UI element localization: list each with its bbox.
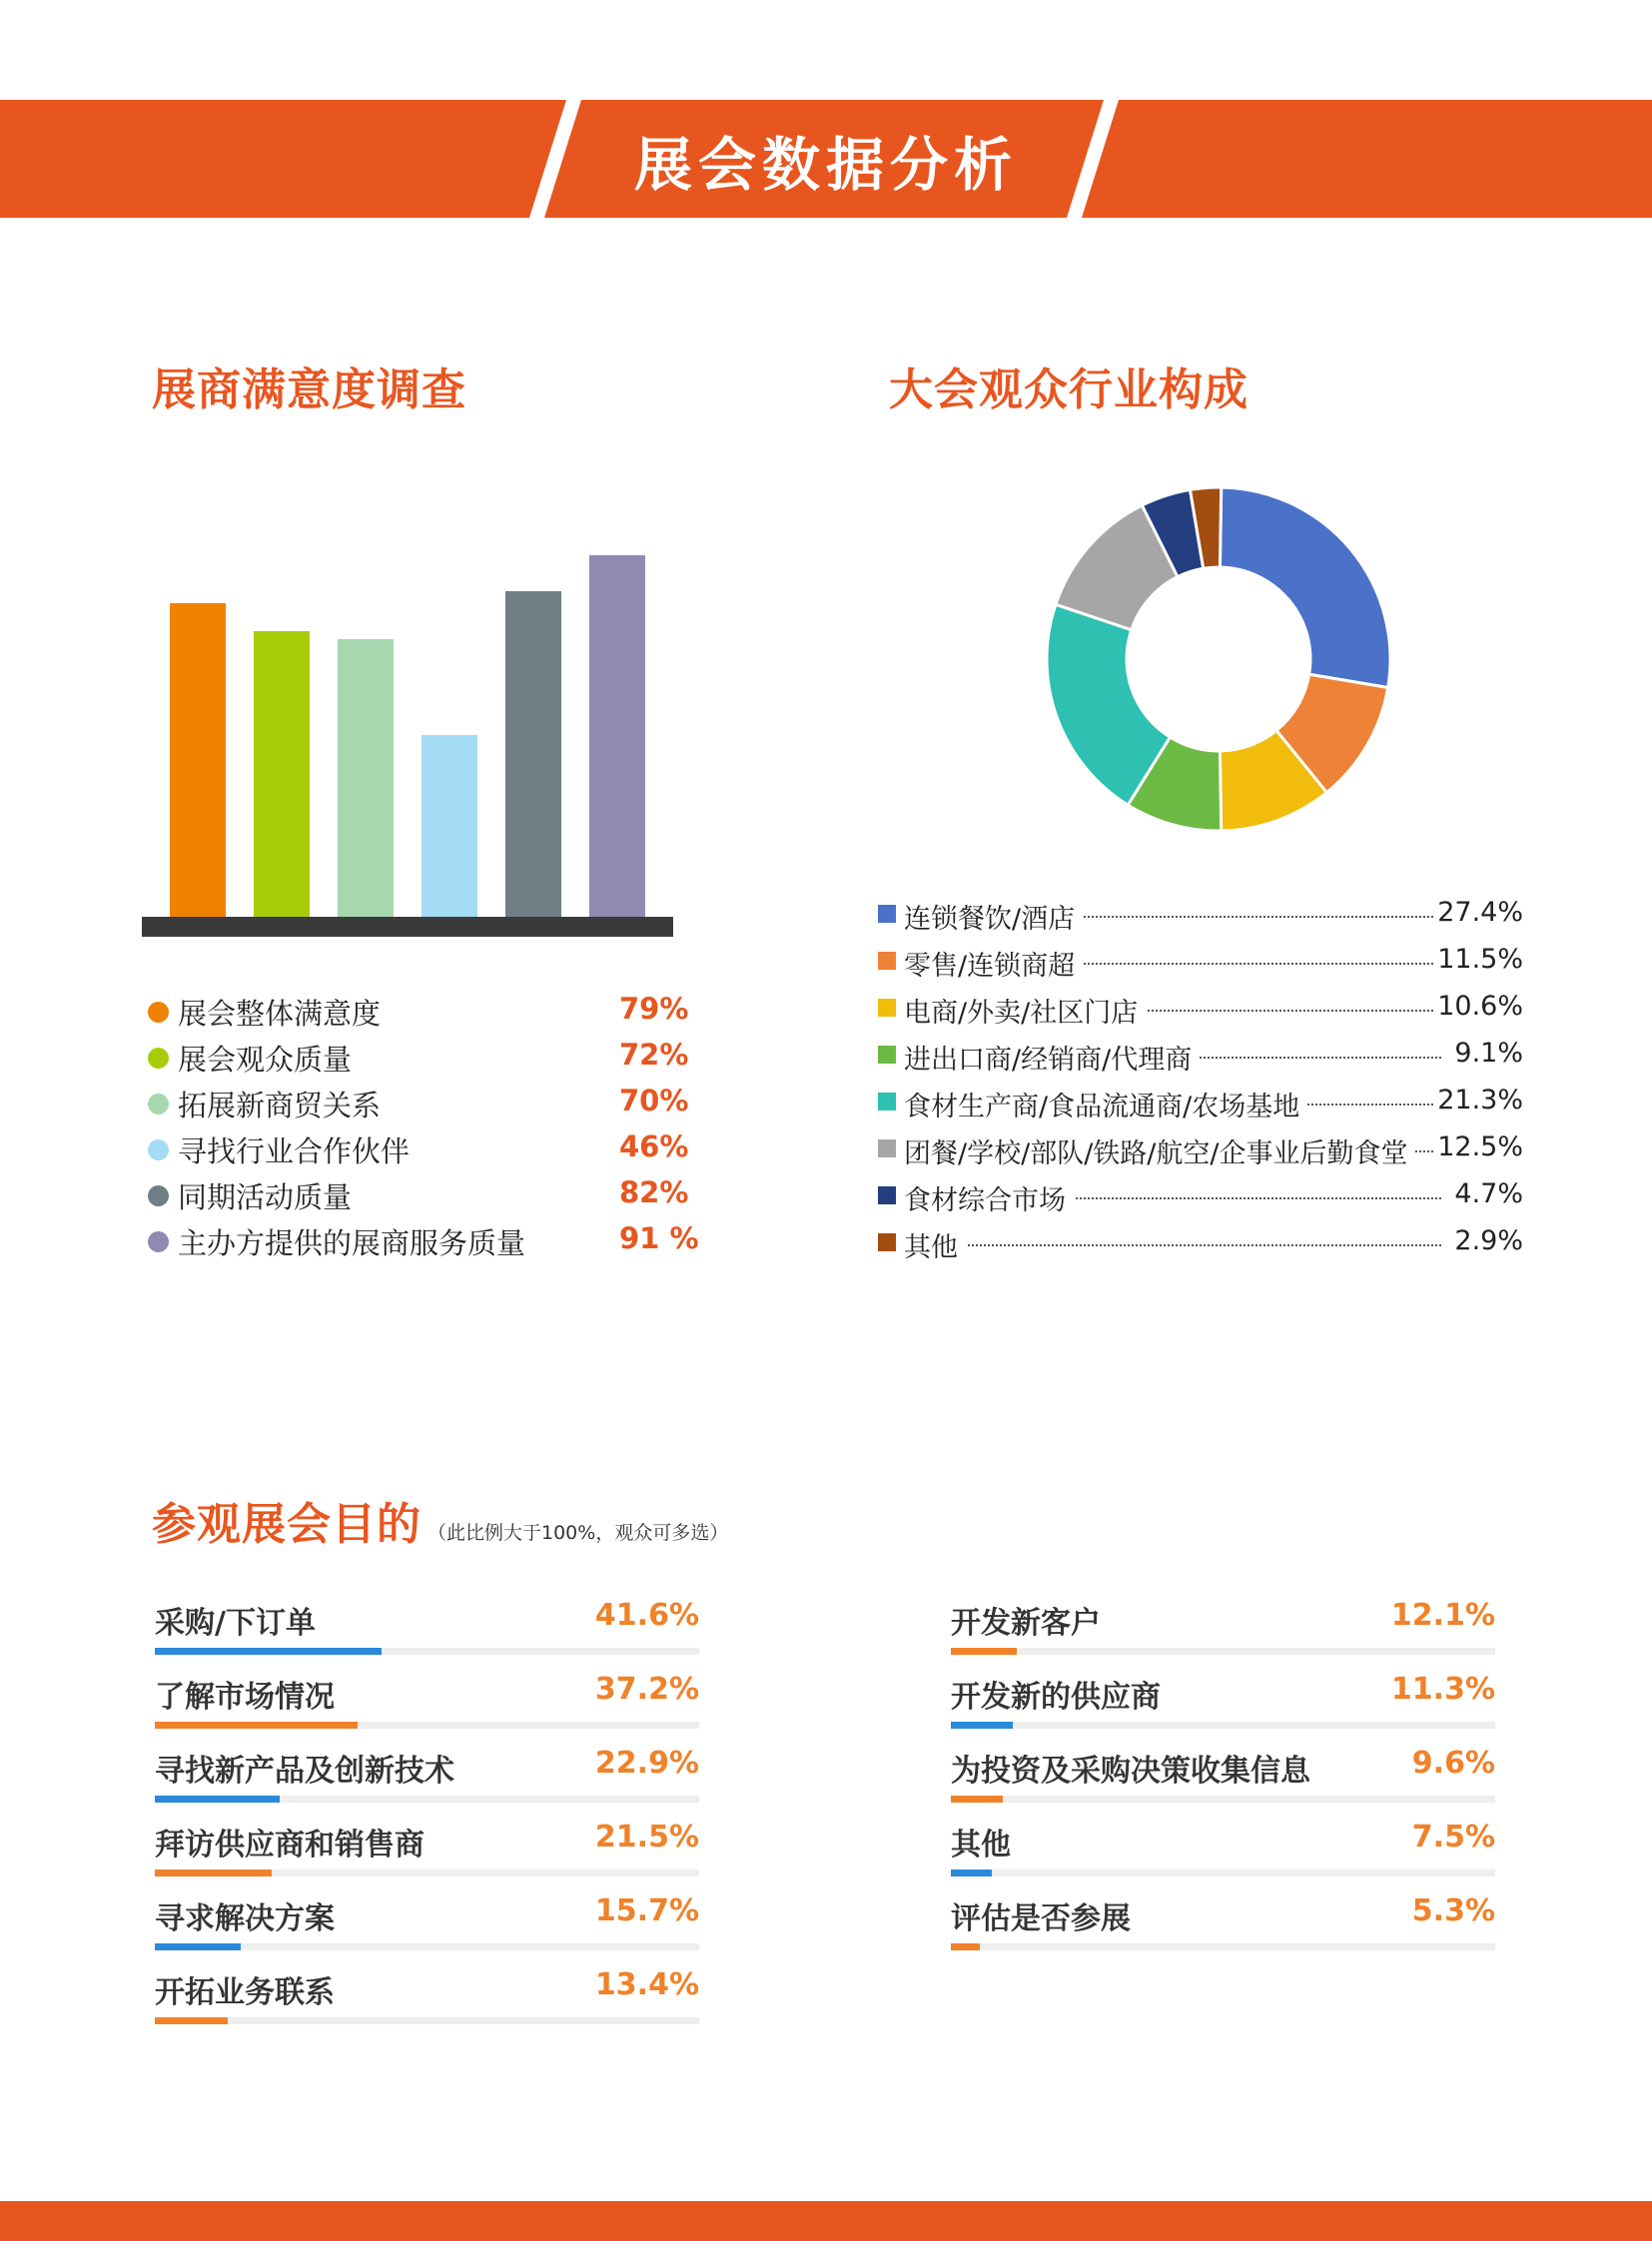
purpose-bar-fill <box>951 1722 1013 1729</box>
purpose-item <box>951 1594 1495 1668</box>
purpose-item <box>951 1668 1495 1742</box>
purpose-item <box>155 1668 699 1742</box>
donut-slice-1 <box>1220 487 1390 687</box>
purpose-bar-fill <box>155 1943 241 1950</box>
bar-6 <box>589 555 645 919</box>
legend-dot-icon <box>148 1139 169 1160</box>
industry-legend-item <box>874 1036 1523 1083</box>
satisfaction-legend-item <box>140 1081 699 1126</box>
purpose-value: 37.2% <box>594 1672 699 1707</box>
bar-4 <box>421 735 477 919</box>
satisfaction-legend-item <box>140 1126 699 1172</box>
purpose-value: 5.3% <box>1411 1893 1495 1928</box>
legend-square-icon <box>878 1186 896 1204</box>
legend-value: 11.5% <box>1437 944 1523 975</box>
bar-3 <box>338 639 394 919</box>
legend-label: 进出口商/经销商/代理商 <box>904 1038 1200 1077</box>
purpose-bar-track <box>951 1796 1495 1803</box>
legend-dot-icon <box>148 1231 169 1252</box>
legend-value: 46% <box>619 1129 689 1163</box>
legend-label: 拓展新商贸关系 <box>178 1089 382 1122</box>
purpose-bar-track <box>155 1943 699 1950</box>
legend-value: 9.1% <box>1454 1038 1523 1069</box>
purpose-value: 22.9% <box>594 1746 699 1781</box>
purpose-label: 寻找新产品及创新技术 <box>155 1754 454 1789</box>
purpose-bar-fill <box>951 1943 980 1950</box>
purpose-item <box>951 1816 1495 1889</box>
purpose-item <box>155 1889 699 1963</box>
legend-value: 4.7% <box>1454 1178 1523 1209</box>
satisfaction-bar-chart <box>130 519 699 949</box>
purpose-bar-track <box>951 1943 1495 1950</box>
legend-label: 主办方提供的展商服务质量 <box>178 1226 526 1260</box>
legend-square-icon <box>878 1046 896 1064</box>
footer-bar <box>0 2201 1652 2241</box>
purpose-value: 11.3% <box>1390 1672 1495 1707</box>
bar-1 <box>170 603 226 919</box>
satisfaction-legend <box>140 989 699 1264</box>
purpose-list-right <box>951 1594 1495 1963</box>
purpose-label: 寻求解决方案 <box>155 1901 335 1936</box>
industry-legend-item <box>874 1129 1523 1176</box>
legend-square-icon <box>878 1139 896 1157</box>
purpose-value: 9.6% <box>1411 1746 1495 1781</box>
purpose-value: 21.5% <box>594 1820 699 1855</box>
legend-value: 82% <box>619 1175 689 1209</box>
purpose-label: 为投资及采购决策收集信息 <box>951 1754 1310 1789</box>
satisfaction-legend-item <box>140 989 699 1035</box>
purpose-item <box>951 1889 1495 1963</box>
purpose-label: 了解市场情况 <box>155 1680 335 1715</box>
purpose-value: 15.7% <box>594 1893 699 1928</box>
legend-label: 同期活动质量 <box>178 1180 353 1214</box>
purpose-item <box>155 1594 699 1668</box>
purpose-bar-fill <box>155 1796 280 1803</box>
purpose-bar-fill <box>951 1648 1017 1655</box>
satisfaction-legend-item <box>140 1035 699 1081</box>
purpose-bar-fill <box>155 1722 358 1729</box>
purpose-label: 评估是否参展 <box>951 1901 1131 1936</box>
legend-dot-icon <box>148 1002 169 1023</box>
purpose-list-left <box>155 1594 699 2037</box>
legend-dot-icon <box>148 1048 169 1069</box>
legend-value: 70% <box>619 1084 689 1118</box>
legend-label: 寻找行业合作伙伴 <box>178 1134 411 1168</box>
purpose-label: 开发新客户 <box>951 1606 1101 1641</box>
bar-2 <box>254 631 310 919</box>
legend-square-icon <box>878 999 896 1017</box>
purpose-label: 拜访供应商和销售商 <box>155 1828 424 1863</box>
purpose-value: 12.1% <box>1390 1598 1495 1633</box>
purpose-bar-track <box>155 1722 699 1729</box>
industry-legend-item <box>874 895 1523 942</box>
purpose-bar-track <box>155 1796 699 1803</box>
purpose-label: 采购/下订单 <box>155 1606 316 1641</box>
legend-value: 27.4% <box>1437 897 1523 928</box>
purpose-bar-track <box>951 1648 1495 1655</box>
purpose-bar-track <box>951 1722 1495 1729</box>
purpose-title-text: 参观展会目的 <box>152 1499 421 1550</box>
purpose-label: 其他 <box>951 1828 1011 1863</box>
purpose-value: 7.5% <box>1411 1820 1495 1855</box>
industry-legend-item <box>874 1223 1523 1270</box>
legend-label: 连锁餐饮/酒店 <box>904 897 1083 936</box>
industry-donut-chart <box>1029 469 1408 849</box>
purpose-item <box>155 1742 699 1816</box>
purpose-bar-track <box>155 1648 699 1655</box>
legend-square-icon <box>878 905 896 923</box>
industry-legend-item <box>874 1176 1523 1223</box>
satisfaction-legend-item <box>140 1172 699 1218</box>
legend-label: 食材生产商/食品流通商/农场基地 <box>904 1085 1307 1123</box>
purpose-item <box>155 1816 699 1889</box>
purpose-label: 开发新的供应商 <box>951 1680 1161 1715</box>
bar-5 <box>505 591 561 919</box>
industry-legend <box>874 895 1523 1270</box>
legend-label: 团餐/学校/部队/铁路/航空/企事业后勤食堂 <box>904 1131 1415 1170</box>
legend-value: 21.3% <box>1437 1085 1523 1116</box>
legend-dot-icon <box>148 1094 169 1115</box>
purpose-label: 开拓业务联系 <box>155 1975 335 2010</box>
legend-value: 2.9% <box>1454 1225 1523 1256</box>
legend-value: 12.5% <box>1437 1131 1523 1162</box>
legend-value: 91 % <box>619 1221 699 1255</box>
industry-legend-item <box>874 989 1523 1036</box>
legend-label: 展会观众质量 <box>178 1043 353 1077</box>
legend-label: 食材综合市场 <box>904 1178 1074 1217</box>
legend-label: 展会整体满意度 <box>178 997 382 1031</box>
bar-chart-baseline <box>142 917 673 937</box>
purpose-value: 41.6% <box>594 1598 699 1633</box>
purpose-item <box>155 1963 699 2037</box>
purpose-bar-track <box>155 1869 699 1876</box>
purpose-bar-fill <box>951 1869 992 1876</box>
industry-legend-item <box>874 942 1523 989</box>
legend-square-icon <box>878 1093 896 1111</box>
legend-dot-icon <box>148 1185 169 1206</box>
industry-title: 大会观众行业构成 <box>889 365 1248 415</box>
purpose-bar-fill <box>155 2017 228 2024</box>
purpose-bar-fill <box>155 1648 382 1655</box>
purpose-bar-track <box>155 2017 699 2024</box>
industry-legend-item <box>874 1083 1523 1129</box>
leader-dots <box>904 1244 1441 1246</box>
legend-value: 10.6% <box>1437 991 1523 1022</box>
purpose-title <box>152 1488 728 1552</box>
purpose-item <box>951 1742 1495 1816</box>
purpose-value: 13.4% <box>594 1967 699 2002</box>
legend-label: 其他 <box>904 1225 966 1264</box>
purpose-bar-fill <box>951 1796 1003 1803</box>
legend-square-icon <box>878 1233 896 1251</box>
purpose-note: （此比例大于100%，观众可多选） <box>427 1522 729 1544</box>
page-title: 展会数据分析 <box>633 131 1018 199</box>
legend-square-icon <box>878 952 896 970</box>
satisfaction-legend-item <box>140 1218 699 1264</box>
legend-label: 零售/连锁商超 <box>904 944 1083 983</box>
satisfaction-title: 展商满意度调查 <box>152 365 466 415</box>
legend-value: 72% <box>619 1038 689 1072</box>
legend-label: 电商/外卖/社区门店 <box>904 991 1146 1030</box>
legend-value: 79% <box>619 992 689 1026</box>
purpose-bar-track <box>951 1869 1495 1876</box>
purpose-bar-fill <box>155 1869 272 1876</box>
